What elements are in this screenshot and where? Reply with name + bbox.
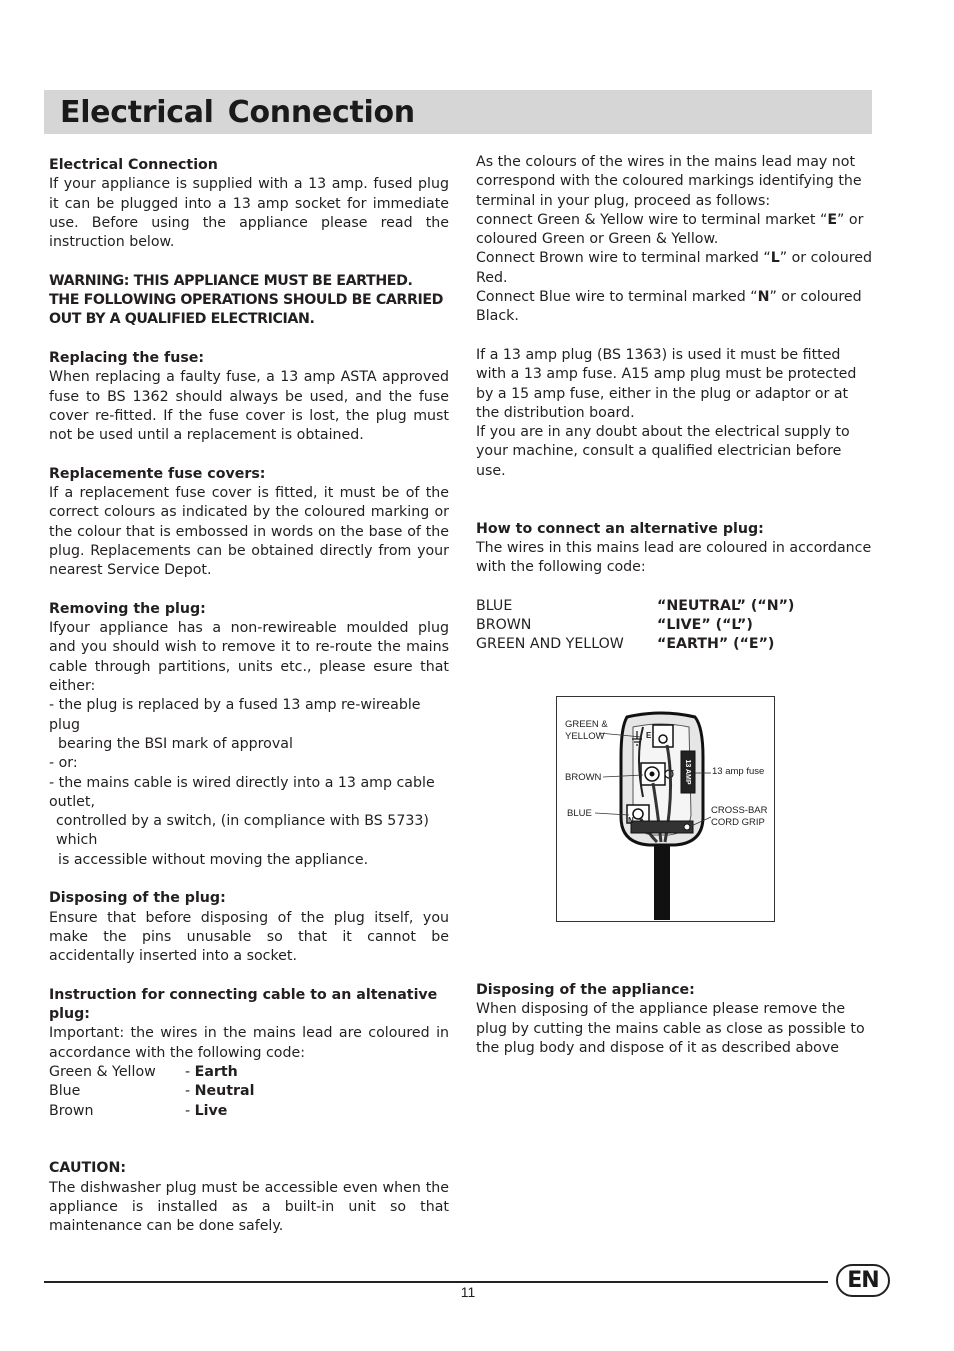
title-bar	[44, 90, 872, 134]
code-terminal: “LIVE” (“L”)	[657, 617, 753, 634]
list-item-continuation: is accessible without moving the appliance.	[58, 851, 369, 868]
code-dash: -	[185, 1063, 195, 1080]
code-row	[49, 1102, 449, 1121]
code-wire: BROWN	[476, 617, 532, 634]
code-terminal: Live	[194, 1102, 228, 1119]
list-item: - the mains cable is wired directly into a 13 amp cable outlet,	[49, 774, 435, 810]
code-terminal: Earth	[194, 1063, 238, 1080]
paragraph-consult-electrician: If you are in any doubt about the electrical supply to your machine, consult a qualified electrician before use.	[476, 424, 850, 479]
paragraph-neutral-terminal: Connect Blue wire to terminal marked “N” or coloured Black.	[476, 289, 862, 325]
section-heading-replacing-fuse: Replacing the fuse:	[49, 349, 205, 366]
code-terminal: “EARTH” (“E”)	[657, 636, 775, 653]
page-title: Electrical Connection	[60, 95, 415, 130]
code-wire: GREEN AND YELLOW	[476, 636, 624, 653]
section-body-disposing-appliance: When disposing of the appliance please remove the plug by cutting the mains cable as close as possible to the plug body and dispose of it as described above	[476, 1001, 865, 1056]
left-column	[49, 156, 449, 1237]
language-badge: EN	[836, 1264, 890, 1297]
code-wire: BLUE	[476, 597, 513, 614]
paragraph-live-terminal: Connect Brown wire to terminal marked “L” or coloured Red.	[476, 250, 872, 286]
code-row	[49, 1063, 449, 1082]
disposal-section	[476, 981, 872, 1058]
section-heading-caution: CAUTION:	[49, 1160, 127, 1177]
label-brown: BROWN	[565, 772, 602, 783]
code-row	[476, 597, 872, 616]
list-item: - or:	[49, 755, 78, 772]
code-wire: Green & Yellow	[49, 1063, 156, 1080]
section-body-removing-plug: Ifyour appliance has a non-rewireable moulded plug and you should wish to remove it to re-route the mains cable through partitions, units etc., please esure that either:	[49, 620, 449, 695]
label-green-yellow: GREEN & YELLOW	[565, 719, 608, 742]
list-item: - the plug is replaced by a fused 13 amp re-wireable plug	[49, 697, 421, 733]
label-blue: BLUE	[567, 808, 592, 819]
code-row	[476, 635, 872, 654]
code-row	[49, 1082, 449, 1101]
code-terminal: “NEUTRAL” (“N”)	[657, 597, 795, 614]
code-wire: Blue	[49, 1083, 81, 1100]
fuse-rating-text: 13 AMP	[684, 759, 691, 785]
right-column	[476, 153, 872, 655]
paragraph-fuse-rating: If a 13 amp plug (BS 1363) is used it must be fitted with a 13 amp fuse. A15 amp plug must be protected by a 15 amp fuse, either in the plug or adaptor or at the distribution board.	[476, 346, 857, 421]
terminal-mark-e: E	[646, 731, 652, 740]
page-number: 11	[460, 1284, 476, 1300]
code-wire: Brown	[49, 1102, 94, 1119]
section-heading-alternative-plug: Instruction for connecting cable to an altenative plug:	[49, 986, 438, 1023]
section-heading-electrical-connection: Electrical Connection	[49, 157, 218, 173]
section-body-replacing-fuse: When replacing a faulty fuse, a 13 amp ASTA approved fuse to BS 1362 should always be used, and the fuse cover re-fitted. If the fuse cover is lost, the plug must not be used until a replacement is obtained.	[49, 369, 449, 444]
section-heading-fuse-covers: Replacemente fuse covers:	[49, 465, 266, 482]
section-heading-disposing-plug: Disposing of the plug:	[49, 890, 226, 907]
section-heading-disposing-appliance: Disposing of the appliance:	[476, 982, 695, 998]
section-body-electrical-connection: If your appliance is supplied with a 13 amp. fused plug it can be plugged into a 13 amp socket for immediate use. Before using the appliance please read the instruction below.	[49, 176, 449, 251]
section-body-fuse-covers: If a replacement fuse cover is fitted, it must be of the correct colours as indicated by the coloured marking or the colour that is embossed in words on the base of the plug. Replacements can be obtained directly from your nearest Service Depot.	[49, 485, 449, 579]
warning-qualified-electrician: THE FOLLOWING OPERATIONS SHOULD BE CARRIED OUT BY A QUALIFIED ELECTRICIAN.	[49, 292, 444, 328]
section-body-connect-alternative-plug: The wires in this mains lead are coloured in accordance with the following code:	[476, 539, 872, 576]
code-dash: -	[185, 1102, 195, 1119]
terminal-mark-n: N	[628, 816, 634, 825]
warning-earthed: WARNING: THIS APPLIANCE MUST BE EARTHED.	[49, 272, 413, 289]
section-body-caution: The dishwasher plug must be accessible even when the appliance is installed as a built-in unit so that maintenance can be done safely.	[49, 1179, 449, 1235]
section-body-disposing-plug: Ensure that before disposing of the plug itself, you make the pins unusable so that it cannot be accidentally inserted into a socket.	[49, 909, 449, 965]
paragraph-earth-terminal: connect Green & Yellow wire to terminal market “E” or coloured Green or Green & Yellow.	[476, 211, 864, 248]
label-cord-grip: CROSS-BAR CORD GRIP	[711, 805, 768, 828]
code-terminal: Neutral	[194, 1083, 255, 1100]
section-heading-removing-plug: Removing the plug:	[49, 600, 206, 617]
list-item-continuation: bearing the BSI mark of approval	[58, 735, 293, 752]
footer-rule	[44, 1281, 828, 1283]
section-heading-connect-alternative-plug: How to connect an alternative plug:	[476, 520, 764, 537]
code-dash: -	[185, 1083, 195, 1100]
plug-wiring-diagram	[556, 696, 775, 922]
label-fuse: 13 amp fuse	[712, 766, 765, 777]
paragraph-colours: As the colours of the wires in the mains lead may not correspond with the coloured markings identifying the terminal in your plug, proceed as follows:	[476, 154, 862, 209]
section-body-alternative-plug: Important: the wires in the mains lead are coloured in accordance with the following code:	[49, 1025, 449, 1061]
terminal-mark-l: L	[669, 764, 674, 773]
list-item-continuation: controlled by a switch, (in compliance with BS 5733) which	[56, 813, 429, 849]
code-row	[476, 616, 872, 635]
